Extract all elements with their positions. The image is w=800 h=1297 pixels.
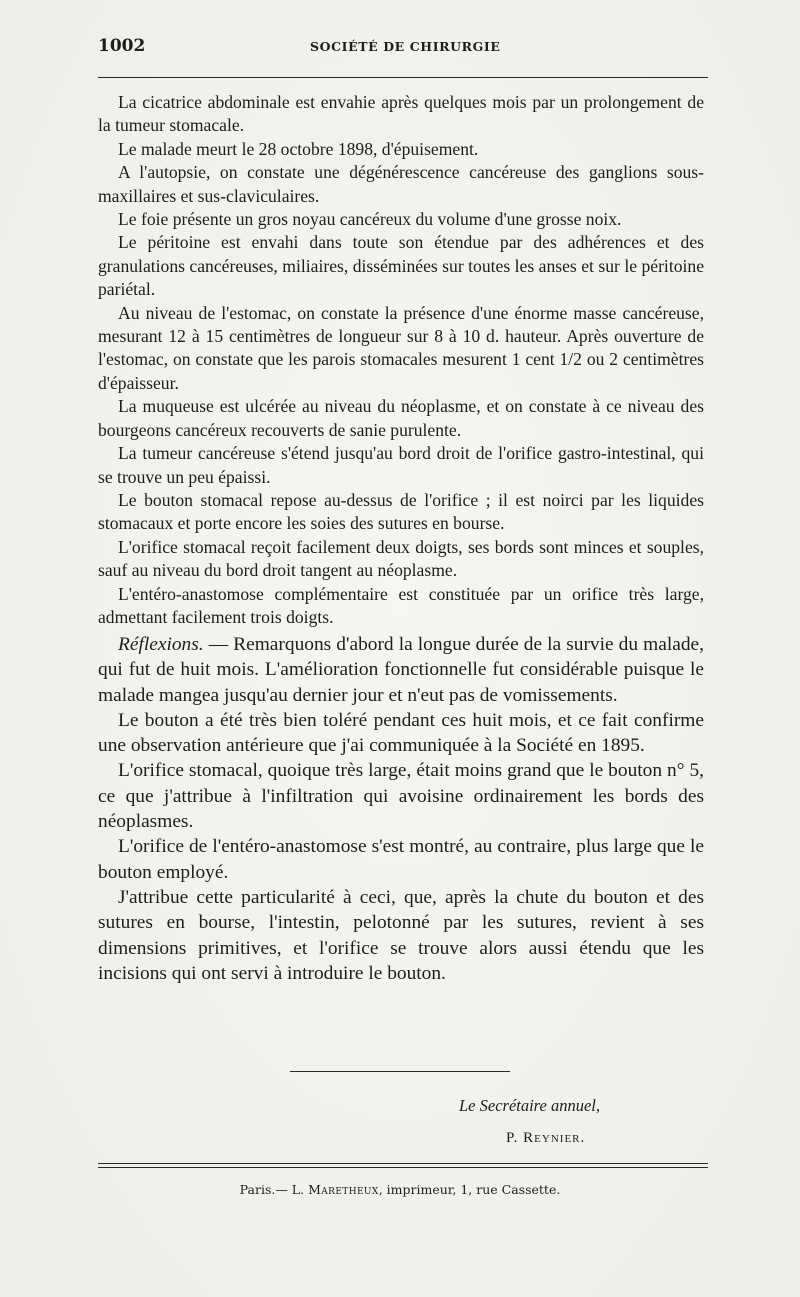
imprint-printer: Maretheux — [308, 1182, 379, 1197]
observation-paragraph: Au niveau de l'estomac, on constate la présence d'une énorme masse cancéreuse, mesurant 12 à 15 centimètres de longueur sur 8 à 10 d. hauteur. Après ouverture de l'estomac, on constate que les parois stomacales mesurent 1 cent 1/2 ou 2 centimètres d'épaisseur. — [98, 302, 704, 393]
section-separator — [290, 1071, 510, 1072]
printer-imprint — [0, 1182, 800, 1197]
reflexions-first-text: — Remarquons d'abord la longue durée de la survie du malade, qui fut de huit mois. L'amélioration fonctionnelle fut considérable puisque le malade mangea jusqu'au dernier jour et n'eut pas de vomissements. — [98, 634, 704, 706]
observation-text — [98, 91, 704, 629]
running-head: SOCIÉTÉ DE CHIRURGIE — [310, 39, 501, 54]
header-rule — [98, 77, 708, 78]
reflexions-first-paragraph — [98, 632, 704, 708]
reflexions-paragraph: J'attribue cette particularité à ceci, que, après la chute du bouton et des sutures en bourse, l'intestin, pelotonné par les sutures, revient à ses dimensions primitives, et l'orifice se trouve alors aussi étendu que les incisions qui ont servi à introduire le bouton. — [98, 886, 704, 984]
page-number: 1002 — [98, 36, 146, 56]
observation-paragraph: Le bouton stomacal repose au-dessus de l'orifice ; il est noirci par les liquides stomacaux et porte encore les soies des sutures en bourse. — [98, 489, 704, 534]
observation-paragraph: Le péritoine est envahi dans toute son étendue par des adhérences et des granulations cancéreuses, miliaires, disséminées sur toutes les anses et sur le péritoine pariétal. — [98, 232, 704, 300]
reflexions-section — [98, 632, 704, 986]
reflexions-paragraph: L'orifice stomacal, quoique très large, était moins grand que le bouton n° 5, ce que j'attribue à l'infiltration qui avoisine ordinairement les bords des néoplasmes. — [98, 760, 704, 833]
observation-paragraph: La cicatrice abdominale est envahie après quelques mois par un prolongement de la tumeur stomacale. — [98, 92, 704, 136]
footer-rule — [98, 1163, 708, 1168]
reflexions-label: Réflexions. — [118, 634, 204, 655]
imprint-prefix: Paris.— L. — [239, 1182, 309, 1197]
imprint-suffix: , imprimeur, 1, rue Cassette. — [378, 1182, 561, 1197]
observation-paragraph: L'orifice stomacal reçoit facilement deux doigts, ses bords sont minces et souples, sauf au niveau du bord droit tangent au néoplasme. — [98, 536, 704, 581]
observation-paragraph: Le malade meurt le 28 octobre 1898, d'épuisement. — [118, 138, 479, 159]
signature-title: Le Secrétaire annuel, — [459, 1096, 600, 1115]
signature-name: P. Reynier. — [506, 1130, 586, 1146]
observation-paragraph: La tumeur cancéreuse s'étend jusqu'au bord droit de l'orifice gastro-intestinal, qui se trouve un peu épaissi. — [98, 443, 704, 487]
reflexions-paragraph: L'orifice de l'entéro-anastomose s'est montré, au contraire, plus large que le bouton employé. — [98, 836, 704, 883]
observation-paragraph: La muqueuse est ulcérée au niveau du néoplasme, et on constate à ce niveau des bourgeons cancéreux recouverts de sanie purulente. — [98, 396, 704, 440]
observation-paragraph: A l'autopsie, on constate une dégénérescence cancéreuse des ganglions sous-maxillaires et sus-claviculaires. — [98, 162, 704, 206]
page-header — [98, 36, 708, 58]
observation-paragraph: L'entéro-anastomose complémentaire est constituée par un orifice très large, admettant facilement trois doigts. — [98, 583, 704, 627]
observation-paragraph: Le foie présente un gros noyau cancéreux du volume d'une grosse noix. — [118, 209, 622, 230]
reflexions-paragraph: Le bouton a été très bien toléré pendant ces huit mois, et ce fait confirme une observation antérieure que j'ai communiquée à la Société en 1895. — [98, 709, 704, 757]
